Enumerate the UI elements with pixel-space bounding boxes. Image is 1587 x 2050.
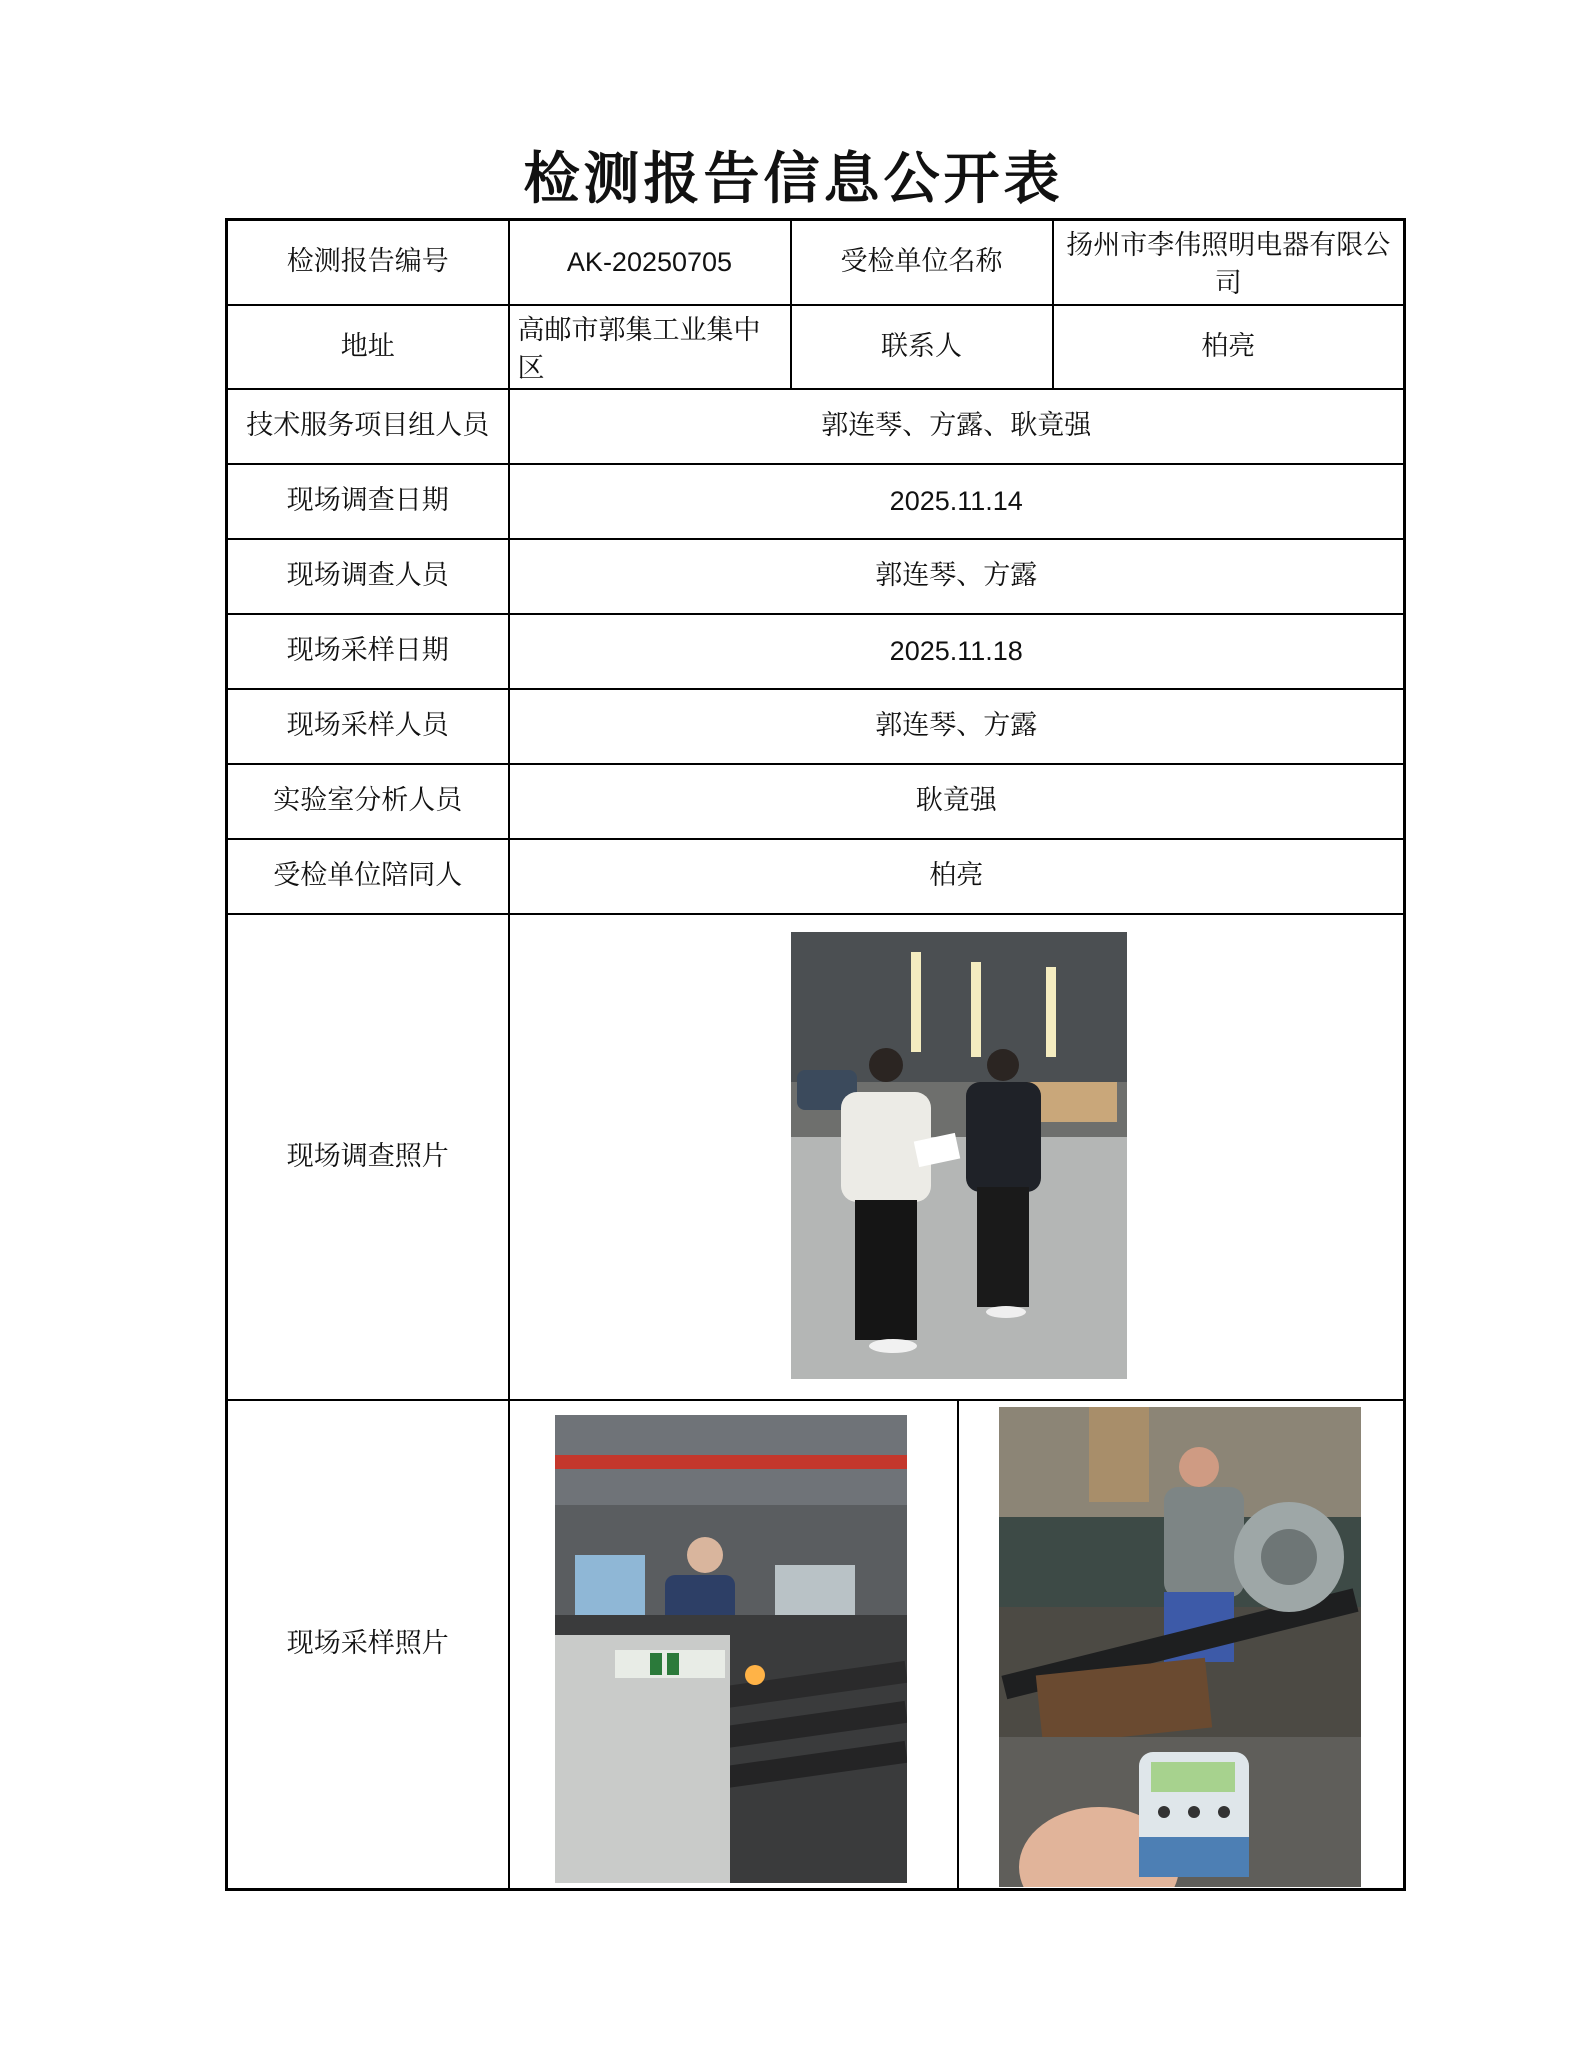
table-row — [227, 1400, 1405, 1890]
photo-divider — [957, 1401, 959, 1889]
report-no-label: 检测报告编号 — [227, 220, 509, 305]
team-value: 郭连琴、方露、耿竟强 — [509, 389, 1405, 464]
table-row — [227, 914, 1405, 1400]
address-value: 高邮市郭集工业集中区 — [509, 305, 791, 389]
survey-date-label: 现场调查日期 — [227, 464, 509, 539]
sampling-photo-left — [555, 1415, 907, 1883]
sampling-staff-label: 现场采样人员 — [227, 689, 509, 764]
survey-photo-cell — [509, 914, 1405, 1400]
sampling-staff-value: 郭连琴、方露 — [509, 689, 1405, 764]
table-row — [227, 539, 1405, 614]
table-row — [227, 464, 1405, 539]
survey-date-value: 2025.11.14 — [509, 464, 1405, 539]
sampling-photo-right — [999, 1407, 1361, 1887]
sampling-photo-cell — [509, 1400, 1405, 1890]
page-title: 检测报告信息公开表 — [523, 146, 1064, 212]
sampling-date-value: 2025.11.18 — [509, 614, 1405, 689]
table-row — [227, 689, 1405, 764]
lab-staff-label: 实验室分析人员 — [227, 764, 509, 839]
address-label: 地址 — [227, 305, 509, 389]
report-table — [225, 218, 1406, 1891]
sampling-photo-label: 现场采样照片 — [227, 1400, 509, 1890]
table-row — [227, 389, 1405, 464]
table-row — [227, 305, 1405, 389]
inspected-unit-label: 受检单位名称 — [791, 220, 1053, 305]
inspected-unit-value: 扬州市李伟照明电器有限公司 — [1053, 220, 1405, 305]
survey-staff-value: 郭连琴、方露 — [509, 539, 1405, 614]
table-row — [227, 839, 1405, 914]
table-row — [227, 764, 1405, 839]
survey-photo-label: 现场调查照片 — [227, 914, 509, 1400]
escort-value: 柏亮 — [509, 839, 1405, 914]
sampling-date-label: 现场采样日期 — [227, 614, 509, 689]
survey-photo — [791, 932, 1127, 1379]
table-row — [227, 220, 1405, 305]
table-row — [227, 614, 1405, 689]
survey-staff-label: 现场调查人员 — [227, 539, 509, 614]
team-label: 技术服务项目组人员 — [227, 389, 509, 464]
contact-value: 柏亮 — [1053, 305, 1405, 389]
escort-label: 受检单位陪同人 — [227, 839, 509, 914]
lab-staff-value: 耿竟强 — [509, 764, 1405, 839]
contact-label: 联系人 — [791, 305, 1053, 389]
report-no-value: AK-20250705 — [509, 220, 791, 305]
